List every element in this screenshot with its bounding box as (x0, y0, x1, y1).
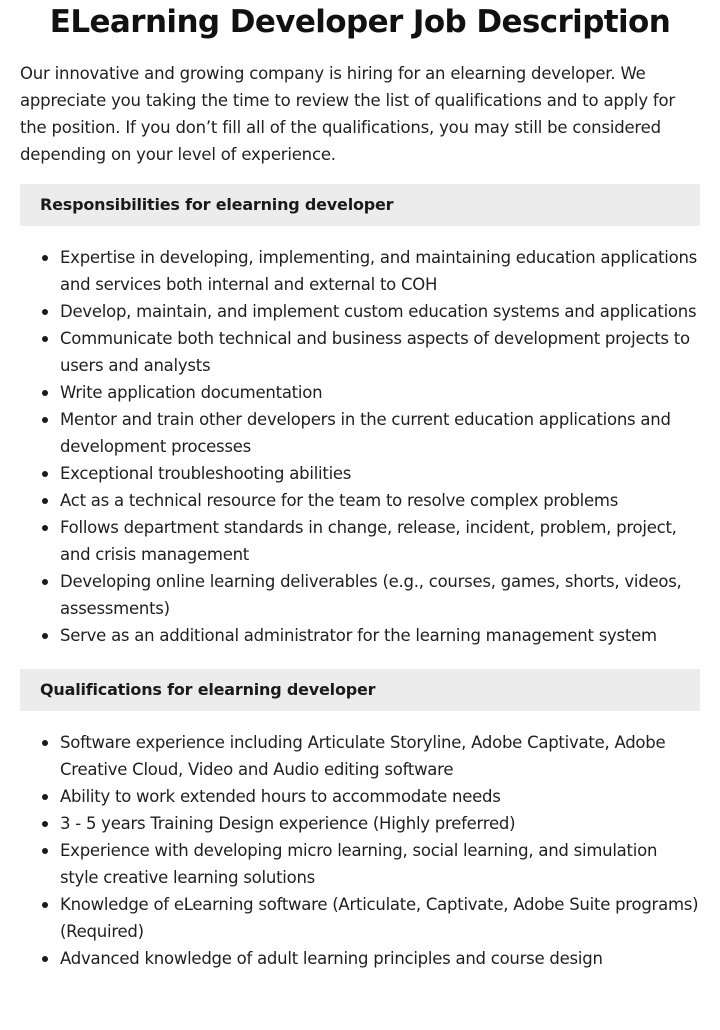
list-item (20, 406, 700, 460)
bullet-icon (42, 417, 48, 423)
list-item (20, 622, 700, 649)
intro-paragraph: Our innovative and growing company is hiring for an elearning developer. We appreciate you taking the time to review the list of qualifications and to apply for the position. If you don’t fill all of the qualifications, you may still be considered depending on your level of experience. (20, 64, 676, 164)
responsibilities-heading: Responsibilities for elearning developer (20, 184, 700, 226)
bullet-icon (42, 794, 48, 800)
bullet-icon (42, 821, 48, 827)
list-item-text: Ability to work extended hours to accommodate needs (60, 787, 501, 806)
page-title: ELearning Developer Job Description (49, 4, 671, 40)
bullet-icon (42, 740, 48, 746)
list-item (20, 244, 700, 298)
list-item-text: Mentor and train other developers in the current education applications and development processes (60, 410, 671, 456)
list-item (20, 945, 700, 972)
bullet-icon (42, 956, 48, 962)
list-item (20, 568, 700, 622)
list-item (20, 325, 700, 379)
list-item-text: Exceptional troubleshooting abilities (60, 464, 352, 483)
list-item (20, 298, 700, 325)
list-item (20, 810, 700, 837)
list-item (20, 460, 700, 487)
list-item (20, 783, 700, 810)
bullet-icon (42, 525, 48, 531)
list-item-text: Experience with developing micro learning, social learning, and simulation style creative learning solutions (60, 841, 658, 887)
list-item (20, 891, 700, 945)
list-item-text: Developing online learning deliverables (e.g., courses, games, shorts, videos, assessments) (60, 572, 682, 618)
list-item-text: Advanced knowledge of adult learning principles and course design (60, 949, 603, 968)
bullet-icon (42, 848, 48, 854)
bullet-icon (42, 579, 48, 585)
qualifications-list (20, 729, 700, 972)
qualifications-heading: Qualifications for elearning developer (20, 669, 700, 711)
list-item (20, 514, 700, 568)
bullet-icon (42, 336, 48, 342)
bullet-icon (42, 471, 48, 477)
list-item-text: Follows department standards in change, release, incident, problem, project, and crisis management (60, 518, 677, 564)
list-item-text: Knowledge of eLearning software (Articulate, Captivate, Adobe Suite programs) (Required) (60, 895, 699, 941)
list-item-text: Software experience including Articulate Storyline, Adobe Captivate, Adobe Creative Cloud, Video and Audio editing software (60, 733, 666, 779)
list-item (20, 379, 700, 406)
list-item (20, 837, 700, 891)
list-item-text: Write application documentation (60, 383, 323, 402)
responsibilities-list (20, 244, 700, 649)
list-item-text: Expertise in developing, implementing, and maintaining education applications and services both internal and external to COH (60, 248, 698, 294)
bullet-icon (42, 902, 48, 908)
bullet-icon (42, 390, 48, 396)
list-item (20, 487, 700, 514)
bullet-icon (42, 498, 48, 504)
bullet-icon (42, 633, 48, 639)
list-item-text: Develop, maintain, and implement custom education systems and applications (60, 302, 697, 321)
list-item-text: Communicate both technical and business aspects of development projects to users and analysts (60, 329, 690, 375)
list-item (20, 729, 700, 783)
bullet-icon (42, 255, 48, 261)
bullet-icon (42, 309, 48, 315)
list-item-text: Serve as an additional administrator for the learning management system (60, 626, 657, 645)
list-item-text: Act as a technical resource for the team to resolve complex problems (60, 491, 619, 510)
list-item-text: 3 - 5 years Training Design experience (Highly preferred) (60, 814, 516, 833)
